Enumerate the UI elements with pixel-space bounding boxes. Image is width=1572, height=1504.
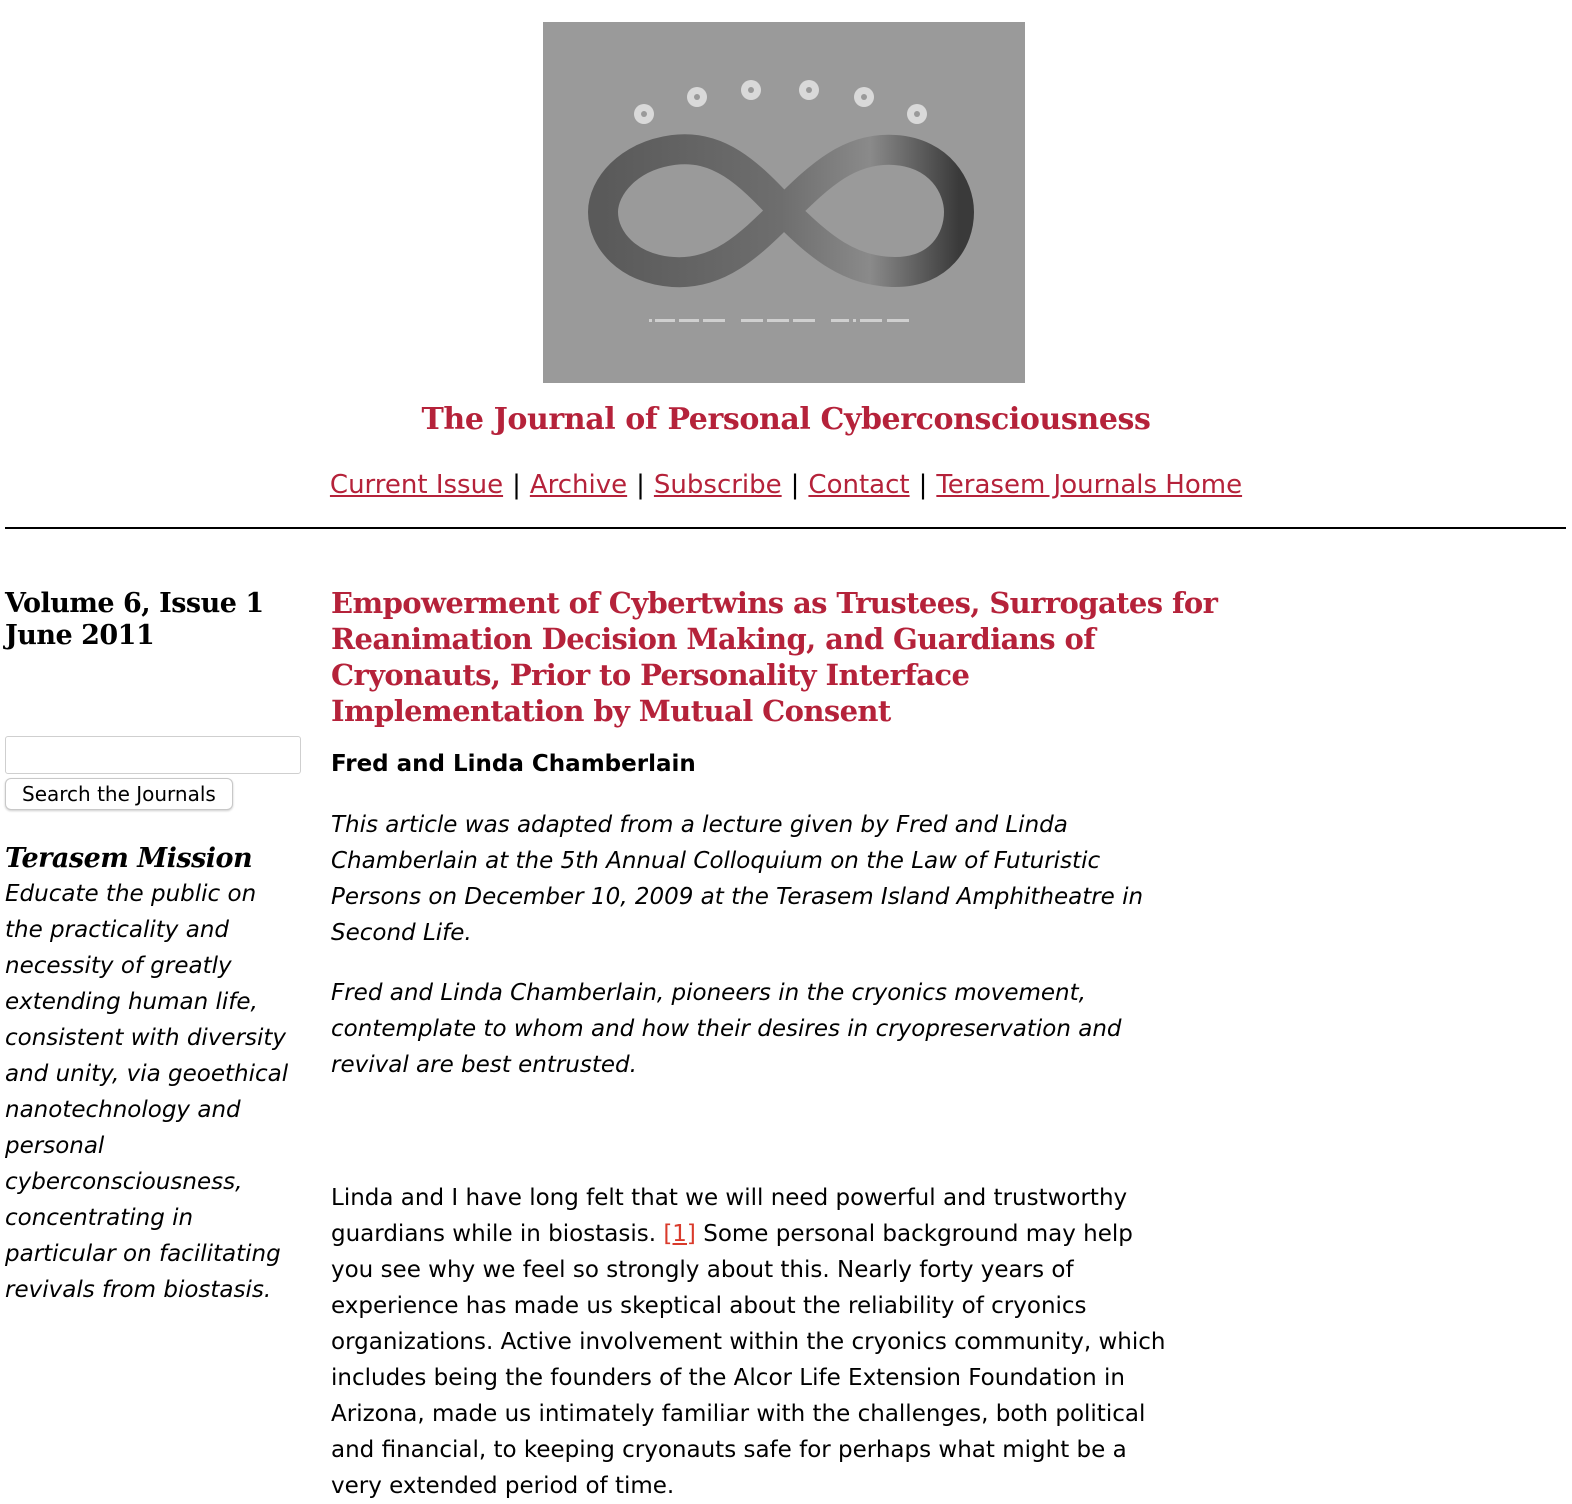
nav-separator: | xyxy=(636,470,645,500)
abstract-intro xyxy=(331,807,1211,951)
mission-line: cyberconsciousness, xyxy=(5,1169,243,1195)
mission-line: consistent with diversity xyxy=(5,1025,287,1051)
header-divider xyxy=(5,527,1566,529)
mission-line: Educate the public on xyxy=(5,881,257,907)
body-line: you see why we feel so strongly about this. Nearly forty years of xyxy=(331,1257,1074,1283)
footnote-link-1[interactable]: [1] xyxy=(663,1221,696,1247)
abstract-line: contemplate to whom and how their desires in cryopreservation and xyxy=(331,1016,1122,1042)
nav-link-terasem-journals-home[interactable]: Terasem Journals Home xyxy=(936,470,1243,500)
body-line: and financial, to keeping cryonauts safe for perhaps what might be a xyxy=(331,1437,1127,1463)
issue-volume: Volume 6, Issue 1 xyxy=(5,588,264,619)
body-line: includes being the founders of the Alcor Life Extension Foundation in xyxy=(331,1365,1125,1391)
infinity-logo-icon xyxy=(543,22,1025,383)
mission-line: nanotechnology and xyxy=(5,1097,241,1123)
article-title-line: Empowerment of Cybertwins as Trustees, Surrogates for xyxy=(331,586,1218,620)
mission-line: concentrating in xyxy=(5,1205,194,1231)
mission-line: necessity of greatly xyxy=(5,953,232,979)
sidebar xyxy=(5,588,305,1303)
nav-link-current-issue[interactable]: Current Issue xyxy=(329,470,504,500)
nav-separator: | xyxy=(512,470,521,500)
search-input[interactable] xyxy=(5,736,301,774)
issue-date: June 2011 xyxy=(5,620,155,651)
abstract-line: Chamberlain at the 5th Annual Colloquium on the Law of Futuristic xyxy=(331,848,1101,874)
body-line: organizations. Active involvement within the cryonics community, which xyxy=(331,1329,1166,1355)
abstract-summary xyxy=(331,975,1211,1083)
body-line: Linda and I have long felt that we will need powerful and trustworthy xyxy=(331,1185,1128,1211)
body-line: Arizona, made us intimately familiar with the challenges, both political xyxy=(331,1401,1146,1427)
article-title xyxy=(331,585,1221,729)
article-authors: Fred and Linda Chamberlain xyxy=(331,751,696,777)
body-paragraph xyxy=(331,1180,1211,1504)
abstract-line: Fred and Linda Chamberlain, pioneers in the cryonics movement, xyxy=(331,980,1086,1006)
nav-separator: | xyxy=(790,470,800,500)
top-nav xyxy=(0,468,1572,502)
nav-separator: | xyxy=(918,470,928,500)
mission-heading: Terasem Mission xyxy=(5,843,253,874)
body-line xyxy=(331,1216,1211,1252)
body-text: Some personal background may help xyxy=(695,1221,1133,1247)
article-title-line: Implementation by Mutual Consent xyxy=(331,694,891,728)
body-text: guardians while in biostasis. xyxy=(331,1221,664,1247)
article xyxy=(331,585,1221,1499)
nav-link-contact[interactable]: Contact xyxy=(808,470,910,500)
body-line: experience has made us skeptical about the reliability of cryonics xyxy=(331,1293,1087,1319)
mission-line: revivals from biostasis. xyxy=(5,1277,272,1303)
mission-text xyxy=(5,876,307,1308)
nav-link-subscribe[interactable]: Subscribe xyxy=(653,470,782,500)
mission-line: particular on facilitating xyxy=(5,1241,281,1267)
abstract-line: Second Life. xyxy=(331,920,472,946)
mission-line: extending human life, xyxy=(5,989,258,1015)
mission-line: and unity, via geoethical xyxy=(5,1061,289,1087)
article-title-line: Reanimation Decision Making, and Guardians of xyxy=(331,622,1096,656)
journal-title: The Journal of Personal Cyberconsciousness xyxy=(421,402,1151,437)
logo-dashes xyxy=(649,319,909,322)
abstract-line: This article was adapted from a lecture given by Fred and Linda xyxy=(331,812,1068,838)
journal-logo xyxy=(543,22,1025,383)
search-journals-button[interactable]: Search the Journals xyxy=(5,778,233,810)
body-line: very extended period of time. xyxy=(331,1473,675,1499)
abstract-line: revival are best entrusted. xyxy=(331,1052,637,1078)
mission-line: personal xyxy=(5,1133,105,1159)
abstract-line: Persons on December 10, 2009 at the Terasem Island Amphitheatre in xyxy=(331,884,1144,910)
logo-dots xyxy=(634,80,927,124)
mission-line: the practicality and xyxy=(5,917,229,943)
article-title-line: Cryonauts, Prior to Personality Interface xyxy=(331,658,970,692)
nav-link-archive[interactable]: Archive xyxy=(529,470,628,500)
